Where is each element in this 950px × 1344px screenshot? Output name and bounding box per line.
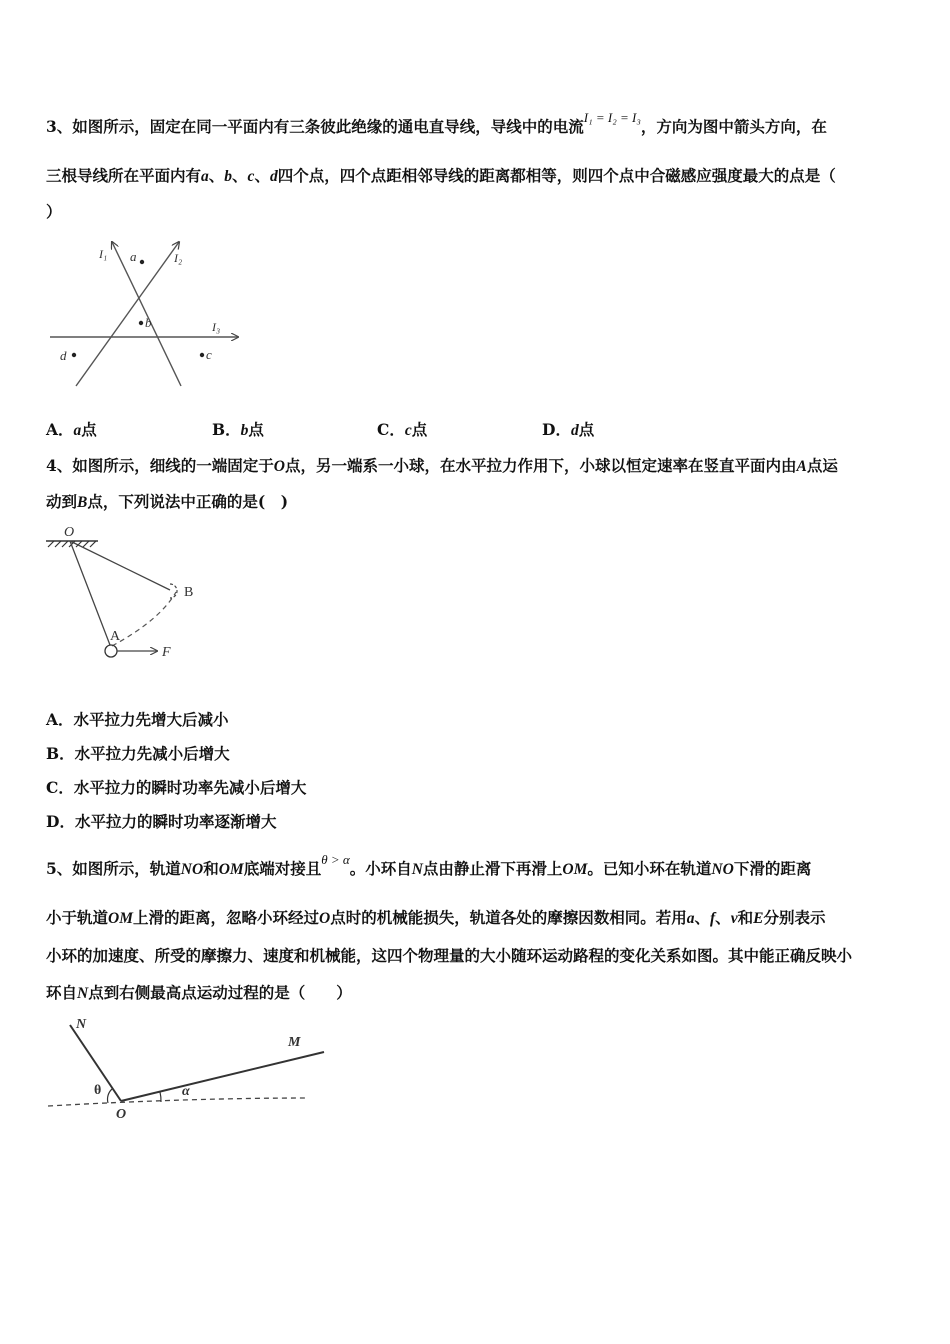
q5-text: 环自	[46, 983, 78, 1002]
q5-text: 下滑的距离	[733, 859, 812, 878]
q4-option-d[interactable]: D．水平拉力的瞬时功率逐渐增大	[46, 812, 277, 831]
var-b: b	[224, 168, 233, 185]
q4-text: 点运	[806, 456, 838, 475]
option-letter: D．	[542, 420, 571, 439]
track-OM	[121, 1052, 324, 1101]
q5-text: 底端对接且	[243, 859, 322, 878]
option-text: 点	[248, 420, 264, 439]
label-I1: I₁	[99, 247, 108, 261]
sep: 、	[694, 908, 710, 927]
var-d: d	[269, 168, 278, 185]
q3-text: 三根导线所在平面内有	[46, 166, 202, 185]
q5-angle-formula: θ > α	[321, 852, 350, 867]
q4-text: 动到	[46, 492, 78, 511]
option-text: 点	[81, 420, 97, 439]
dashed-baseline	[48, 1098, 308, 1106]
q5-text: 点时的机械能损失，轨道各处的摩擦因数相同。若用	[330, 908, 687, 927]
angle-theta-arc	[107, 1089, 112, 1103]
q5-text: 。小环自	[349, 859, 412, 878]
label-O: O	[64, 525, 75, 540]
var-N: N	[77, 985, 89, 1002]
label-a: a	[130, 249, 137, 264]
var-OM: OM	[562, 861, 588, 878]
label-N: N	[76, 1017, 87, 1032]
q5-text: 分别表示	[763, 908, 826, 927]
var-B: B	[77, 494, 88, 511]
label-theta: θ	[94, 1083, 102, 1098]
var-a: a	[686, 910, 695, 927]
q5-text: 和	[203, 859, 219, 878]
q5-text: 5、如图所示，轨道	[46, 859, 181, 878]
q5-text: 点到右侧最高点运动过程的是（ ）	[88, 983, 352, 1002]
sep: 、	[715, 908, 731, 927]
q3-text: 3、如图所示，固定在同一平面内有三条彼此绝缘的通电直导线，导线中的电流	[46, 117, 584, 136]
label-I2: I₂	[174, 251, 183, 265]
label-O: O	[116, 1107, 127, 1122]
q5-text: 小环的加速度、所受的摩擦力、速度和机械能，这四个物理量的大小随环运动路程的变化关系如图。其中能正确反映小	[46, 946, 853, 965]
label-I3: I₃	[212, 320, 221, 334]
var-NO: NO	[711, 861, 734, 878]
option-text: 点	[578, 420, 595, 439]
option-letter: B．	[212, 420, 241, 439]
option-var: d	[570, 422, 579, 439]
option-var: b	[240, 422, 249, 439]
label-A: A	[110, 629, 121, 644]
q5-text: 点由静止滑下再滑上	[422, 859, 563, 878]
var-a: a	[201, 168, 209, 185]
var-f: f	[710, 910, 716, 927]
var-c: c	[247, 168, 255, 185]
option-text: 点	[411, 420, 428, 439]
option-letter: A．	[46, 420, 74, 439]
sep: 、	[232, 166, 248, 185]
var-N: N	[411, 861, 423, 878]
q4-text: 点，另一端系一小球，在水平拉力作用下，小球以恒定速率在竖直平面内由	[285, 456, 797, 475]
option-var: c	[404, 422, 412, 439]
label-c: c	[206, 347, 212, 362]
q3-current-formula: I₁ = I₂ = I₃	[583, 110, 641, 125]
sep: 、	[208, 166, 225, 185]
label-B: B	[184, 585, 194, 600]
q4-text: 4、如图所示，细线的一端固定于	[46, 456, 274, 475]
var-A: A	[796, 458, 807, 475]
q3-text: ）	[46, 202, 62, 221]
q5-text: 。已知小环在轨道	[587, 859, 712, 878]
q5-text: 和	[737, 908, 754, 927]
label-F: F	[162, 645, 171, 660]
label-d: d	[60, 348, 67, 363]
q4-option-b[interactable]: B．水平拉力先减小后增大	[46, 744, 230, 763]
label-M: M	[288, 1035, 301, 1050]
q4-option-a[interactable]: A．水平拉力先增大后减小	[46, 710, 229, 729]
var-OM: OM	[218, 861, 244, 878]
sep: 、	[254, 166, 270, 185]
q5-text: 上滑的距离，忽略小环经过	[133, 908, 320, 927]
q5-text: 小于轨道	[46, 908, 109, 927]
q3-text: ，方向为图中箭头方向，在	[640, 117, 827, 136]
q3-text: 四个点，四个点距相邻导线的距离都相等，则四个点中合磁感应强度最大的点是（	[277, 166, 836, 185]
var-v: v	[730, 910, 738, 927]
option-var: a	[73, 422, 82, 439]
var-O: O	[273, 458, 285, 475]
label-alpha: α	[182, 1084, 190, 1099]
q4-option-c[interactable]: C．水平拉力的瞬时功率先减小后增大	[46, 778, 307, 797]
var-OM: OM	[108, 910, 133, 927]
q4-text: 点，下列说法中正确的是( )	[87, 492, 289, 511]
var-O: O	[319, 910, 331, 927]
var-E: E	[753, 910, 764, 927]
option-letter: C．	[377, 420, 405, 439]
label-b: b	[145, 315, 152, 330]
var-NO: NO	[180, 861, 204, 878]
